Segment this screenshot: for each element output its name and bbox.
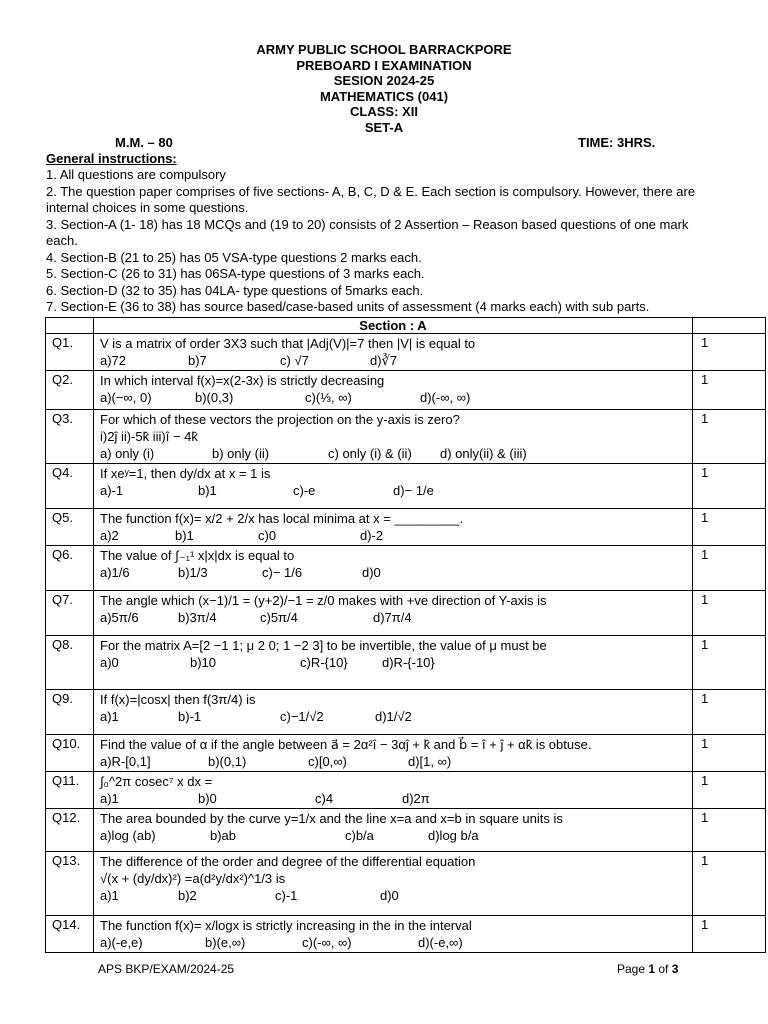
question-marks: 1 xyxy=(693,916,766,953)
footer-code: APS BKP/EXAM/2024-25 xyxy=(98,962,235,976)
question-row xyxy=(46,334,766,371)
instruction-item: 3. Section-A (1- 18) has 18 MCQs and (19 to 20) consists of 2 Assertion – Reason based questions of one mark each. xyxy=(46,216,689,248)
question-row xyxy=(46,809,766,852)
answer-options xyxy=(100,654,686,671)
answer-option: b) only (ii) xyxy=(212,446,270,461)
answer-option: b)ab xyxy=(210,828,237,843)
answer-option: b)10 xyxy=(190,655,217,670)
instruction-item: 2. The question paper comprises of five sections- A, B, C, D & E. Each section is compulsory. However, there are internal choices in some questions. xyxy=(46,183,696,215)
question-stem: In which interval f(x)=x(2-3x) is strictly decreasing xyxy=(100,373,385,388)
answer-option: c)−1/√2 xyxy=(280,709,324,724)
time-allowed: TIME: 3HRS. xyxy=(578,135,656,150)
answer-option: c)(⅓, ∞) xyxy=(305,390,352,405)
question-body xyxy=(94,690,693,735)
answer-option: c)b/a xyxy=(345,828,374,843)
question-body xyxy=(94,410,693,464)
question-stem: V is a matrix of order 3X3 such that |Adj(V)|=7 then |V| is equal to xyxy=(100,336,476,351)
session: SESION 2024-25 xyxy=(333,73,435,88)
question-stem-line: i)2ĵ ii)-5k̂ iii)î − 4k̂ xyxy=(100,429,198,444)
question-body xyxy=(94,772,693,809)
question-number: Q1. xyxy=(46,334,94,371)
question-number: Q4. xyxy=(46,464,94,509)
question-row xyxy=(46,772,766,809)
question-body xyxy=(94,591,693,636)
answer-option: a)1 xyxy=(100,888,119,903)
instructions-list xyxy=(46,167,716,316)
answer-option: c)R-{10} xyxy=(300,655,348,670)
question-marks: 1 xyxy=(693,371,766,410)
question-stem: Find the value of α if the angle between a⃗ = 2α²î − 3αĵ + k̂ and b⃗ = î + ĵ + αk̂ is obtuse. xyxy=(100,737,592,752)
question-marks: 1 xyxy=(693,334,766,371)
question-stem: If f(x)=|cosx| then f(3π/4) is xyxy=(100,692,256,707)
answer-option: a)(−∞, 0) xyxy=(100,390,152,405)
question-body xyxy=(94,809,693,852)
question-number: Q14. xyxy=(46,916,94,953)
answer-option: a)2 xyxy=(100,528,119,543)
answer-option: d)2π xyxy=(402,791,430,806)
marks-time-row xyxy=(0,135,768,151)
instruction-item: 5. Section-C (26 to 31) has 06SA-type questions of 3 marks each. xyxy=(46,266,425,281)
answer-option: c)5π/4 xyxy=(260,610,298,625)
question-marks: 1 xyxy=(693,410,766,464)
question-body xyxy=(94,464,693,509)
answer-option: d)∛7 xyxy=(370,353,398,368)
answer-option: b)7 xyxy=(188,353,207,368)
answer-option: d)-2 xyxy=(360,528,384,543)
answer-option: a)(-e,e) xyxy=(100,935,143,950)
page-number: Page 1 of 3 xyxy=(617,962,679,976)
answer-options xyxy=(100,753,686,770)
question-body xyxy=(94,916,693,953)
answer-option: a)1/6 xyxy=(100,565,130,580)
school-name: ARMY PUBLIC SCHOOL BARRACKPORE xyxy=(256,42,512,57)
answer-option: a)72 xyxy=(100,353,127,368)
answer-option: d)(-∞, ∞) xyxy=(420,390,471,405)
question-row xyxy=(46,371,766,410)
question-stem: If xeʸ=1, then dy/dx at x = 1 is xyxy=(100,466,271,481)
question-row xyxy=(46,591,766,636)
answer-option: b)-1 xyxy=(178,709,202,724)
answer-options xyxy=(100,527,686,544)
question-stem: The angle which (x−1)/1 = (y+2)/−1 = z/0 makes with +ve direction of Y-axis is xyxy=(100,593,547,608)
questions-table xyxy=(45,317,766,953)
answer-option: b)0 xyxy=(198,791,217,806)
answer-options xyxy=(100,708,686,725)
question-body xyxy=(94,735,693,772)
answer-options xyxy=(100,609,686,626)
question-row xyxy=(46,735,766,772)
answer-option: b)(0,3) xyxy=(195,390,234,405)
question-number: Q13. xyxy=(46,852,94,916)
question-row xyxy=(46,464,766,509)
section-title: Section : A xyxy=(94,318,693,334)
answer-options xyxy=(100,445,686,462)
question-stem: For the matrix A=[2 −1 1; μ 2 0; 1 −2 3] to be invertible, the value of μ must be xyxy=(100,638,547,653)
question-stem: ∫₀^2π cosec⁷ x dx = xyxy=(100,774,213,789)
answer-option: d)(-e,∞) xyxy=(418,935,463,950)
answer-option: d)7π/4 xyxy=(373,610,412,625)
question-marks: 1 xyxy=(693,509,766,546)
question-stem: For which of these vectors the projection on the y-axis is zero? xyxy=(100,412,460,427)
answer-option: c)− 1/6 xyxy=(262,565,303,580)
answer-option: a)1 xyxy=(100,709,119,724)
answer-option: a)-1 xyxy=(100,483,124,498)
answer-option: c)(-∞, ∞) xyxy=(302,935,352,950)
answer-option: a)0 xyxy=(100,655,119,670)
question-number: Q7. xyxy=(46,591,94,636)
question-stem: The function f(x)= x/logx is strictly increasing in the in the interval xyxy=(100,918,472,933)
answer-options xyxy=(100,827,686,844)
answer-option: c)-e xyxy=(293,483,316,498)
question-marks: 1 xyxy=(693,809,766,852)
set: SET-A xyxy=(364,119,404,135)
answer-option: b)1 xyxy=(175,528,194,543)
question-stem: The difference of the order and degree of the differential equation xyxy=(100,854,476,869)
question-row xyxy=(46,916,766,953)
question-marks: 1 xyxy=(693,636,766,690)
answer-option: d)1/√2 xyxy=(375,709,412,724)
answer-options xyxy=(100,887,686,904)
question-number: Q9. xyxy=(46,690,94,735)
answer-option: c) √7 xyxy=(280,353,309,368)
question-body xyxy=(94,852,693,916)
question-number: Q11. xyxy=(46,772,94,809)
instruction-item: 1. All questions are compulsory xyxy=(46,167,226,182)
answer-options xyxy=(100,389,686,406)
class: CLASS: XII xyxy=(350,104,418,119)
question-stem: The area bounded by the curve y=1/x and the line x=a and x=b in square units is xyxy=(100,811,563,826)
answer-option: b)1 xyxy=(198,483,217,498)
answer-option: b)1/3 xyxy=(178,565,208,580)
question-body xyxy=(94,509,693,546)
question-number: Q2. xyxy=(46,371,94,410)
answer-options xyxy=(100,352,686,369)
answer-option: d)log b/a xyxy=(428,828,479,843)
answer-option: d)0 xyxy=(362,565,381,580)
question-stem-line: √(x + (dy/dx)²) =a(d²y/dx²)^1/3 is xyxy=(100,871,286,886)
instruction-item: 6. Section-D (32 to 35) has 04LA- type questions of 5marks each. xyxy=(46,282,424,298)
answer-option: c)[0,∞) xyxy=(308,754,347,769)
answer-option: d)0 xyxy=(380,888,399,903)
question-row xyxy=(46,410,766,464)
question-number: Q6. xyxy=(46,546,94,591)
question-body xyxy=(94,546,693,591)
answer-options xyxy=(100,564,686,581)
answer-option: a)1 xyxy=(100,791,119,806)
answer-option: b)(0,1) xyxy=(208,754,247,769)
question-number: Q10. xyxy=(46,735,94,772)
question-row xyxy=(46,690,766,735)
exam-title: PREBOARD I EXAMINATION xyxy=(296,57,472,73)
answer-options xyxy=(100,482,686,499)
question-marks: 1 xyxy=(693,735,766,772)
answer-options xyxy=(100,934,686,951)
answer-option: b)(e,∞) xyxy=(205,935,246,950)
answer-option: b)3π/4 xyxy=(178,610,217,625)
question-number: Q3. xyxy=(46,410,94,464)
question-body xyxy=(94,334,693,371)
question-body xyxy=(94,371,693,410)
answer-option: c)4 xyxy=(315,791,334,806)
answer-option: d)R-{-10} xyxy=(382,655,435,670)
question-marks: 1 xyxy=(693,464,766,509)
answer-option: d)− 1/e xyxy=(393,483,434,498)
question-number: Q8. xyxy=(46,636,94,690)
answer-option: a)log (ab) xyxy=(100,828,156,843)
max-marks: M.M. – 80 xyxy=(115,135,173,150)
question-row xyxy=(46,636,766,690)
question-marks: 1 xyxy=(693,772,766,809)
instruction-item: 7. Section-E (36 to 38) has source based/case-based units of assessment (4 marks each) with sub parts. xyxy=(46,299,650,314)
answer-option: d)[1, ∞) xyxy=(408,754,452,769)
question-marks: 1 xyxy=(693,690,766,735)
answer-option: c)-1 xyxy=(275,888,298,903)
answer-option: a) only (i) xyxy=(100,446,155,461)
answer-option: b)2 xyxy=(178,888,197,903)
question-body xyxy=(94,636,693,690)
answer-options xyxy=(100,790,686,807)
question-row xyxy=(46,509,766,546)
question-marks: 1 xyxy=(693,546,766,591)
question-row xyxy=(46,546,766,591)
answer-option: d) only(ii) & (iii) xyxy=(440,446,527,461)
instructions-title: General instructions: xyxy=(46,151,177,166)
subject: MATHEMATICS (041) xyxy=(319,88,449,104)
answer-option: a)5π/6 xyxy=(100,610,139,625)
question-number: Q5. xyxy=(46,509,94,546)
answer-option: a)R-[0,1] xyxy=(100,754,151,769)
question-marks: 1 xyxy=(693,852,766,916)
answer-option: c) only (i) & (ii) xyxy=(328,446,412,461)
question-marks: 1 xyxy=(693,591,766,636)
question-stem: The value of ∫₋₁¹ x|x|dx is equal to xyxy=(100,548,295,563)
instruction-item: 4. Section-B (21 to 25) has 05 VSA-type questions 2 marks each. xyxy=(46,249,422,265)
answer-option: c)0 xyxy=(258,528,277,543)
question-number: Q12. xyxy=(46,809,94,852)
question-stem: The function f(x)= x/2 + 2/x has local minima at x = _________. xyxy=(100,511,464,526)
question-row xyxy=(46,852,766,916)
